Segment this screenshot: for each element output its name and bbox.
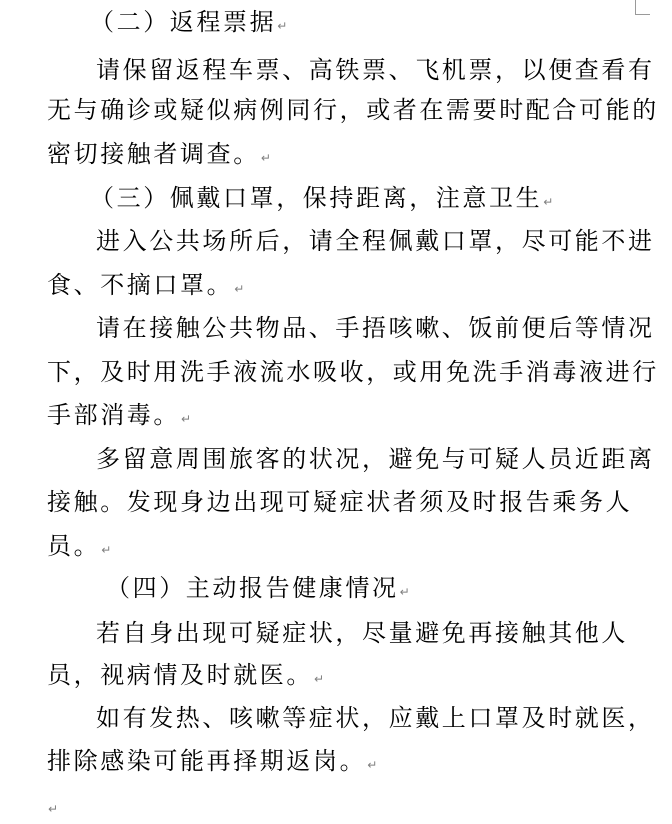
paragraph-line: 员。↵ [47,532,112,560]
paragraph-line: 接触。发现身边出现可疑症状者须及时报告乘务人 [47,488,633,516]
page-corner-marker [635,0,650,15]
paragraph-mark-icon: ↵ [399,585,410,599]
paragraph-line: 食、不摘口罩。↵ [47,271,245,299]
paragraph-line: 下，及时用洗手液流水吸收，或用免洗手消毒液进行 [47,358,659,386]
paragraph-line: 进入公共场所后，请全程佩戴口罩，尽可能不进 [96,227,655,255]
paragraph-line: 多留意周围旅客的状况，避免与可疑人员近距离 [96,445,655,473]
paragraph-line: 手部消毒。↵ [47,401,192,429]
paragraph-line: 若自身出现可疑症状，尽量避免再接触其他人 [96,619,628,647]
paragraph-line: 员，视病情及时就医。↵ [47,661,325,689]
paragraph-mark-icon: ↵ [543,195,554,209]
paragraph-mark-icon: ↵ [314,672,325,686]
section-heading-masks-distance: （三）佩戴口罩，保持距离，注意卫生↵ [90,184,554,212]
paragraph-line: 无与确诊或疑似病例同行，或者在需要时配合可能的 [47,96,659,124]
paragraph-mark-icon: ↵ [367,758,378,772]
paragraph-mark-icon: ↵ [48,802,59,816]
paragraph-line: 排除感染可能再择期返岗。↵ [47,747,378,775]
paragraph-mark-icon: ↵ [277,19,288,33]
paragraph-line: 如有发热、咳嗽等症状，应戴上口罩及时就医， [96,704,655,732]
section-heading-report-health: （四）主动报告健康情况↵ [106,574,410,602]
paragraph-mark-icon: ↵ [101,543,112,557]
section-heading-return-tickets: （二）返程票据↵ [90,8,288,36]
paragraph-mark-icon: ↵ [234,282,245,296]
paragraph-line: 请在接触公共物品、手捂咳嗽、饭前便后等情况 [96,314,655,342]
paragraph-line: 密切接触者调查。↵ [47,140,271,168]
paragraph-mark-icon: ↵ [260,151,271,165]
empty-paragraph [47,790,58,824]
paragraph-mark-icon: ↵ [181,412,192,426]
paragraph-line: 请保留返程车票、高铁票、飞机票，以便查看有 [96,56,655,84]
